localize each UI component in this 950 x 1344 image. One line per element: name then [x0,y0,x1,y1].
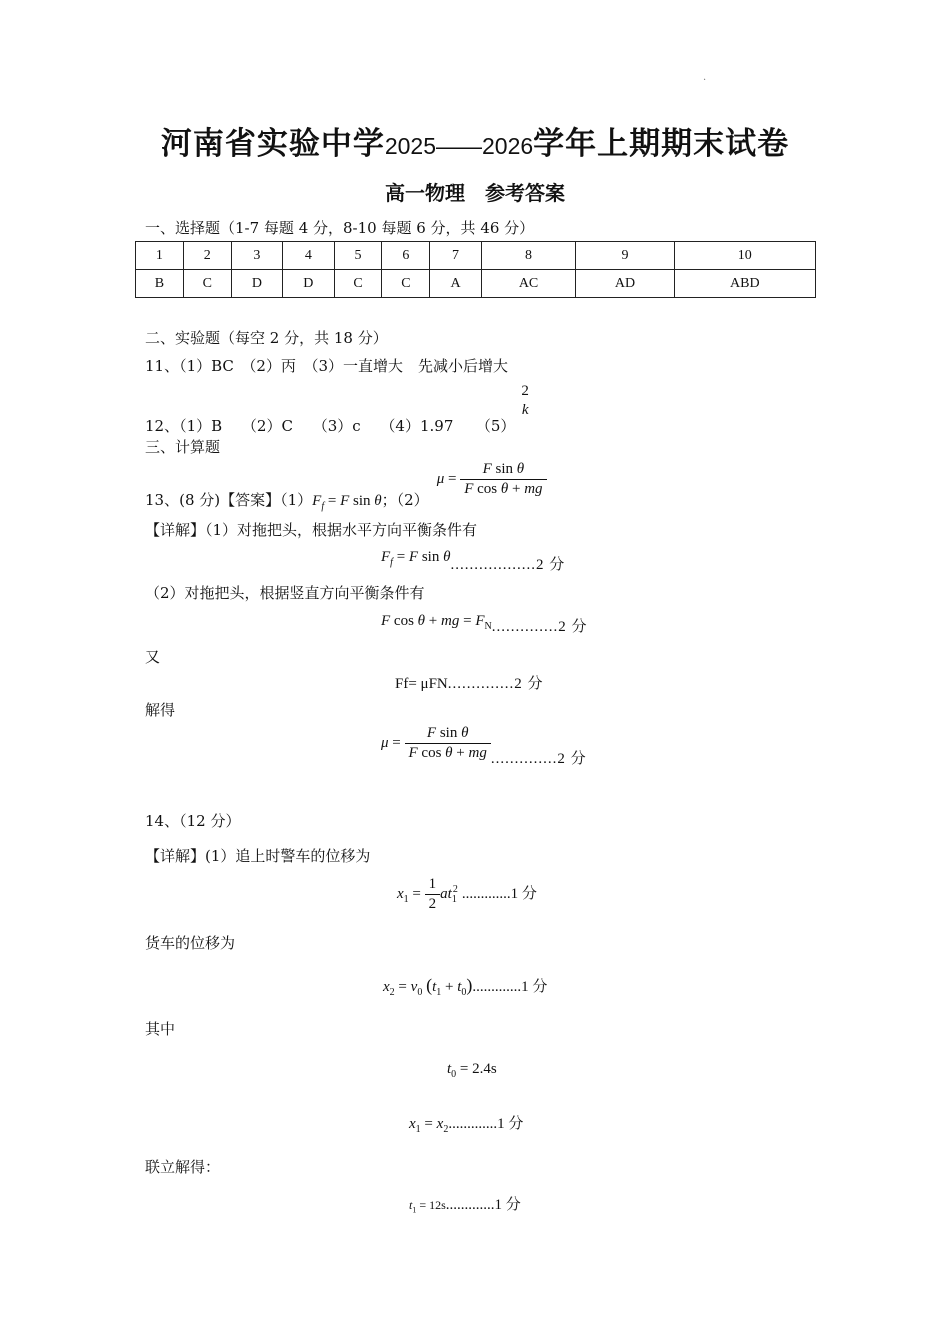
table-cell: 5 [334,242,382,270]
q13-eq-friction [395,672,544,693]
table-cell: 9 [576,242,674,270]
q13-formula-ff: $F_f = F$ sin θ [312,492,382,512]
q13-sep: ；（2） [381,490,429,509]
q11-answer: 11、（1）BC （2）丙 （3）一直增大 先减小后增大 [145,357,508,375]
q13-again: 又 [145,648,161,666]
table-cell: 10 [674,242,815,270]
table-cell: AC [481,270,576,298]
q14-truck: 货车的位移为 [145,934,236,952]
q13-answer-line [145,461,547,512]
table-cell: D [283,270,334,298]
q13-head: 13、(8 分)【答案】（1） [145,490,313,509]
page-title [0,118,950,163]
q13-eq-horizontal: $F_f = F$ sin θ..................2 分 [381,549,566,573]
table-cell: 6 [382,242,430,270]
q13-pts-1: ..................2 分 [450,557,566,573]
q14-pts-3: .............1 分 [448,1116,524,1132]
table-cell: C [183,270,231,298]
q13-detail-2: （2）对拖把头，根据竖直方向平衡条件有 [145,584,425,602]
table-cell: 4 [283,242,334,270]
answer-table-numbers-row [136,242,816,270]
q14-solve: 联立解得： [145,1158,221,1176]
table-cell: 3 [231,242,282,270]
q13-eq-result: μ = $\frac{\text{F sin θ}}{\text{F cos θ + mg}}$ ..............2 分 [381,725,587,767]
q14-pts-2: .............1 分 [472,979,548,995]
q14-eq-x2: $x_2 = v_0$ $(t_1 + t_0).............1$ 分 [383,975,548,998]
table-cell: 8 [481,242,576,270]
q12-answer [145,383,533,435]
table-cell: AD [576,270,674,298]
page-subtitle: 高一物理 参考答案 [385,181,565,205]
answer-table-values-row [136,270,816,298]
table-cell: C [334,270,382,298]
q12-fraction [517,383,533,419]
title-term: 学年上期期末试卷 [533,126,790,162]
section-choice-heading: 一、选择题（1-7 每题 4 分，8-10 每题 6 分，共 46 分） [145,219,535,237]
q14-eq-x1x2: $x_1 = x_2.............1$ 分 [409,1116,524,1135]
q13-solve: 解得 [145,701,176,719]
q14-eq-t1: $t_1 = 12s.............1$ 分 [409,1197,521,1215]
q13-detail-1: 【详解】（1）对拖把头，根据水平方向平衡条件有 [145,521,478,539]
q14-among: 其中 [145,1020,176,1038]
table-cell: C [382,270,430,298]
table-cell: 2 [183,242,231,270]
section-calc-heading: 三、计算题 [145,438,221,456]
q12-frac-num: 2 [521,383,529,399]
title-school: 河南省实验中学 [160,126,385,162]
q13-pts-4: ..............2 分 [490,750,587,767]
q13-formula-mu: μ = $\frac{\text{F sin θ}}{\text{F cos θ + mg}}$ [437,471,547,487]
q13-eq-vertical: F cos θ + mg = $F_N..............2$ 分 [381,613,588,635]
q13-pts-3: ..............2 分 [447,676,544,692]
table-cell: ABD [674,270,815,298]
q12-frac-den: k [521,402,529,418]
table-cell: A [430,270,481,298]
q14-t1-value: 12s [429,1198,446,1212]
q14-pts-4: .............1 分 [445,1197,521,1213]
answer-table [135,241,816,298]
table-cell: 7 [430,242,481,270]
table-cell: 1 [136,242,184,270]
section-experiment-heading: 二、实验题（每空 2 分，共 18 分） [145,329,388,347]
title-years: 2025——2026 [384,133,534,159]
q13-pts-2: ..............2 分 [491,619,588,635]
q14-pts-1: .............1 分 [461,885,537,902]
q14-t0-value: 2.4s [472,1061,497,1077]
table-cell: D [231,270,282,298]
q14-eq-x1: $x_1$ = $\frac{1}{2}$ $at_1^2$ .............1 分 [397,876,537,912]
q14-eq-t0: $t_0 = 2.4s$ [447,1061,497,1080]
q12-text: 12、（1）B （2）C （3）c （4）1.97 （5） [145,417,516,435]
header-dot: . [703,72,707,83]
q14-head: 14、（12 分） [145,812,241,830]
q14-detail-1: 【详解】(1）追上时警车的位移为 [145,847,371,865]
q13-ff-eq: Ff= μFN [395,676,448,692]
table-cell: B [136,270,184,298]
